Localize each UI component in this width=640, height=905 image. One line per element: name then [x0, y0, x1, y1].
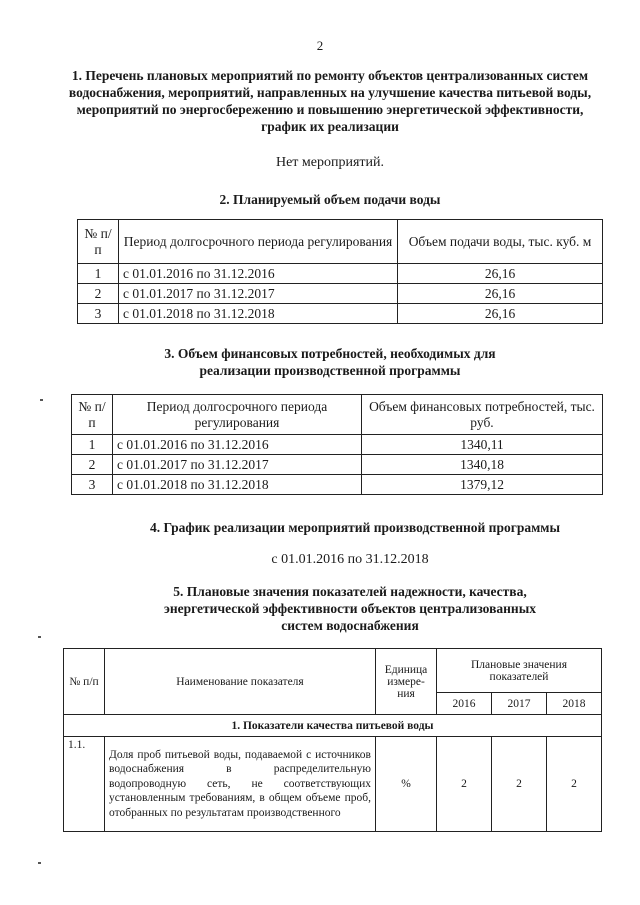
header-period: Период долгосрочного периода регулирования	[119, 220, 398, 264]
table-header-row	[64, 649, 602, 693]
row-value: 26,16	[398, 264, 603, 284]
subsection-row	[64, 715, 602, 737]
header-financial: Объем финансовых потребностей, тыс. руб.	[362, 395, 603, 435]
row-value: 26,16	[398, 304, 603, 324]
section-5-heading-line1: 5. Плановые значения показателей надежности, качества,	[173, 584, 527, 599]
row-number: 3	[72, 475, 113, 495]
row-period: с 01.01.2016 по 31.12.2016	[119, 264, 398, 284]
section-5-heading	[70, 583, 630, 634]
row-period: с 01.01.2016 по 31.12.2016	[113, 435, 362, 455]
section-4-heading: 4. График реализации мероприятий производственной программы	[149, 520, 561, 535]
table-row	[72, 455, 603, 475]
financial-needs-table	[71, 394, 603, 495]
header-planned-values: Плановые значения показателей	[437, 649, 602, 693]
table-row	[72, 475, 603, 495]
section-5-heading-line3: систем водоснабжения	[281, 618, 419, 633]
row-number: 1	[78, 264, 119, 284]
header-number: № п/п	[78, 220, 119, 264]
header-year-2018: 2018	[546, 693, 601, 715]
section-2-heading: 2. Планируемый объем подачи воды	[219, 192, 441, 207]
section-3-heading-line2: реализации производственной программы	[199, 363, 461, 378]
header-year-2017: 2017	[491, 693, 546, 715]
row-value: 26,16	[398, 284, 603, 304]
header-unit: Единица измере- ния	[376, 649, 437, 715]
section-3-heading	[60, 345, 600, 379]
indicators-table	[63, 648, 602, 832]
row-number: 1.1.	[64, 737, 105, 832]
row-number: 2	[78, 284, 119, 304]
row-value: 1340,18	[362, 455, 603, 475]
header-number: № п/п	[64, 649, 105, 715]
row-value-2016: 2	[437, 737, 492, 832]
table-row	[78, 304, 603, 324]
header-number: № п/п	[72, 395, 113, 435]
table-row	[78, 284, 603, 304]
section-5-heading-line2: энергетической эффективности объектов централизованных	[163, 601, 536, 616]
page-number: 2	[316, 38, 324, 53]
table-row	[72, 435, 603, 455]
row-period: с 01.01.2018 по 31.12.2018	[113, 475, 362, 495]
header-period: Период долгосрочного периода регулирования	[113, 395, 362, 435]
row-value-2017: 2	[491, 737, 546, 832]
table-header-row	[78, 220, 603, 264]
row-value-2018: 2	[546, 737, 601, 832]
scan-speck	[38, 862, 41, 864]
row-period: с 01.01.2017 по 31.12.2017	[119, 284, 398, 304]
water-volume-table	[77, 219, 603, 324]
table-row	[64, 737, 602, 832]
section-3-heading-line1: 3. Объем финансовых потребностей, необходимых для	[164, 346, 496, 361]
row-number: 2	[72, 455, 113, 475]
table-row	[78, 264, 603, 284]
section-1-note: Нет мероприятий.	[275, 155, 385, 170]
row-number: 1	[72, 435, 113, 455]
row-period: с 01.01.2017 по 31.12.2017	[113, 455, 362, 475]
scan-speck	[38, 636, 41, 638]
header-year-2016: 2016	[437, 693, 492, 715]
section-4-period: с 01.01.2016 по 31.12.2018	[271, 552, 429, 567]
row-value: 1379,12	[362, 475, 603, 495]
header-volume: Объем подачи воды, тыс. куб. м	[398, 220, 603, 264]
row-number: 3	[78, 304, 119, 324]
scan-speck	[40, 399, 43, 401]
header-indicator-name: Наименование показателя	[105, 649, 376, 715]
row-period: с 01.01.2018 по 31.12.2018	[119, 304, 398, 324]
subsection-title: 1. Показатели качества питьевой воды	[64, 715, 602, 737]
row-unit: %	[376, 737, 437, 832]
row-value: 1340,11	[362, 435, 603, 455]
row-indicator-name: Доля проб питьевой воды, подаваемой с источников водоснабжения в распределительную водопроводную сеть, не соответствующих установленным требованиям, в общем объеме проб, отобранных по результатам производственного	[105, 737, 376, 832]
table-header-row	[72, 395, 603, 435]
section-1-heading: 1. Перечень плановых мероприятий по ремонту объектов централизованных систем водоснабжения, мероприятий, направленных на улучшение качества питьевой воды, мероприятий по энергосбережению и повышению энергетической эффективности, график их реализации	[68, 68, 592, 134]
